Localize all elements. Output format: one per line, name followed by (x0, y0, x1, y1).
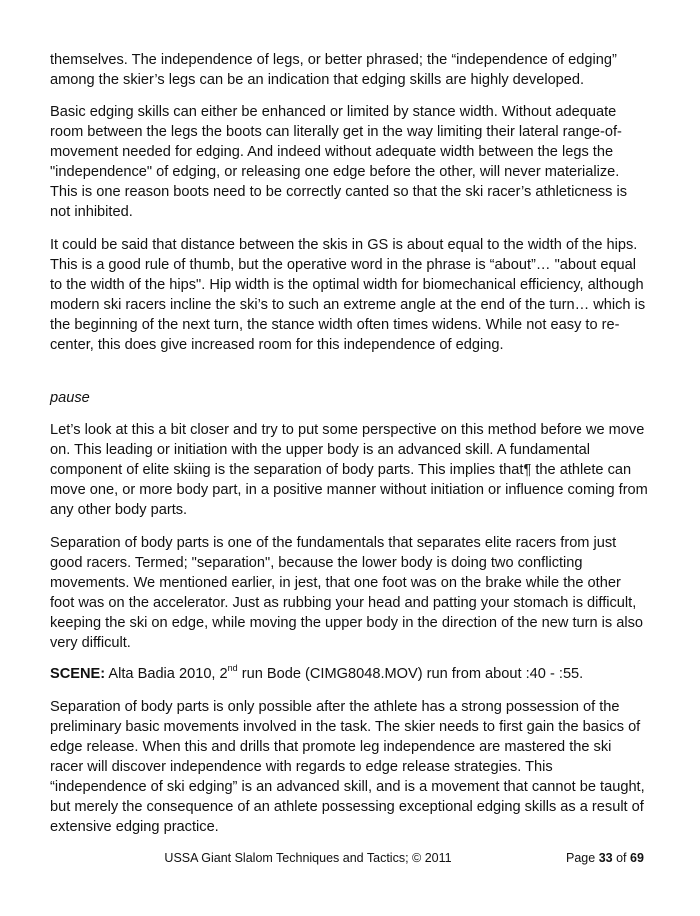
scene-text-start: Alta Badia 2010, 2 (105, 666, 228, 682)
paragraph-edge-release: Separation of body parts is only possible after the athlete has a strong possession of the preliminary basic movements involved in the task. The skier needs to first gain the basics of edge release. When this and drills that promote leg independence are mastered the ski racer will discover independence with regards to edge release strategies. This “independence of ski edging” is an advanced skill, and is a movement that cannot be taught, but merely the consequence of an athlete possessing exceptional edging skills as a result of extensive edging practice. (50, 699, 645, 835)
page-label: Page (566, 851, 596, 865)
paragraph-independence-of-legs: themselves. The independence of legs, or better phrased; the “independence of edging” among the skier’s legs can be an indication that edging skills are highly developed. (50, 52, 617, 88)
page-of-label: of (616, 851, 627, 865)
scene-ordinal-suffix: nd (227, 663, 238, 674)
pilcrow-mark: ¶ (523, 462, 532, 478)
page-number (566, 851, 644, 865)
paragraph-stance-width: Basic edging skills can either be enhanced or limited by stance width. Without adequate room between the legs the boots can literally get in the way limiting their lateral range-of-movement needed for edging. And indeed without adequate width between the legs the "independence" of edging, or releasing one edge before the other, will never materialize. This is one reason boots need to be correctly canted so that the ski racer’s athleticness is not inhibited. (50, 104, 628, 220)
paragraph-text-continued: the athlete can move one, or more body part, in a positive manner without initiation or influence coming from any other body parts. (50, 462, 648, 518)
scene-label: SCENE: (50, 666, 106, 682)
scene-text-end: run Bode (CIMG8048.MOV) run from about :40 - :55. (237, 666, 584, 682)
paragraph-text: Let’s look at this a bit closer and try to put some perspective on this method before we move on. This leading or initiation with the upper body is an advanced skill. A fundamental component of elite skiing is the separation of body parts. This implies that (50, 422, 645, 478)
paragraph-separation-of-body-parts: Separation of body parts is one of the fundamentals that separates elite racers from just good racers. Termed; "separation", because the lower body is doing two conflicting movements. We mentioned earlier, in jest, that one foot was on the brake while the other foot was on the accelerator. Just as rubbing your head and patting your stomach is difficult, keeping the ski on edge, while moving the upper body in the direction of the new turn is also very difficult. (50, 535, 644, 651)
footer-title-text: USSA Giant Slalom Techniques and Tactics; © 2011 (164, 851, 452, 865)
page-total: 69 (630, 851, 644, 865)
paragraph-hip-width: It could be said that distance between the skis in GS is about equal to the width of the hips. This is a good rule of thumb, but the operative word in the phrase is “about”… "about equal to the width of the hips". Hip width is the optimal width for biomechanical efficiency, although modern ski racers incline the ski’s to such an extreme angle at the end of the turn… which is the beginning of the next turn, the stance width often times widens. While not easy to re-center, this does give increased room for this independence of edging. (50, 237, 646, 353)
paragraph-pause: pause (50, 390, 90, 406)
page-current: 33 (598, 851, 613, 865)
paragraph-upper-body-initiation (50, 420, 648, 520)
scene-reference (50, 664, 648, 684)
